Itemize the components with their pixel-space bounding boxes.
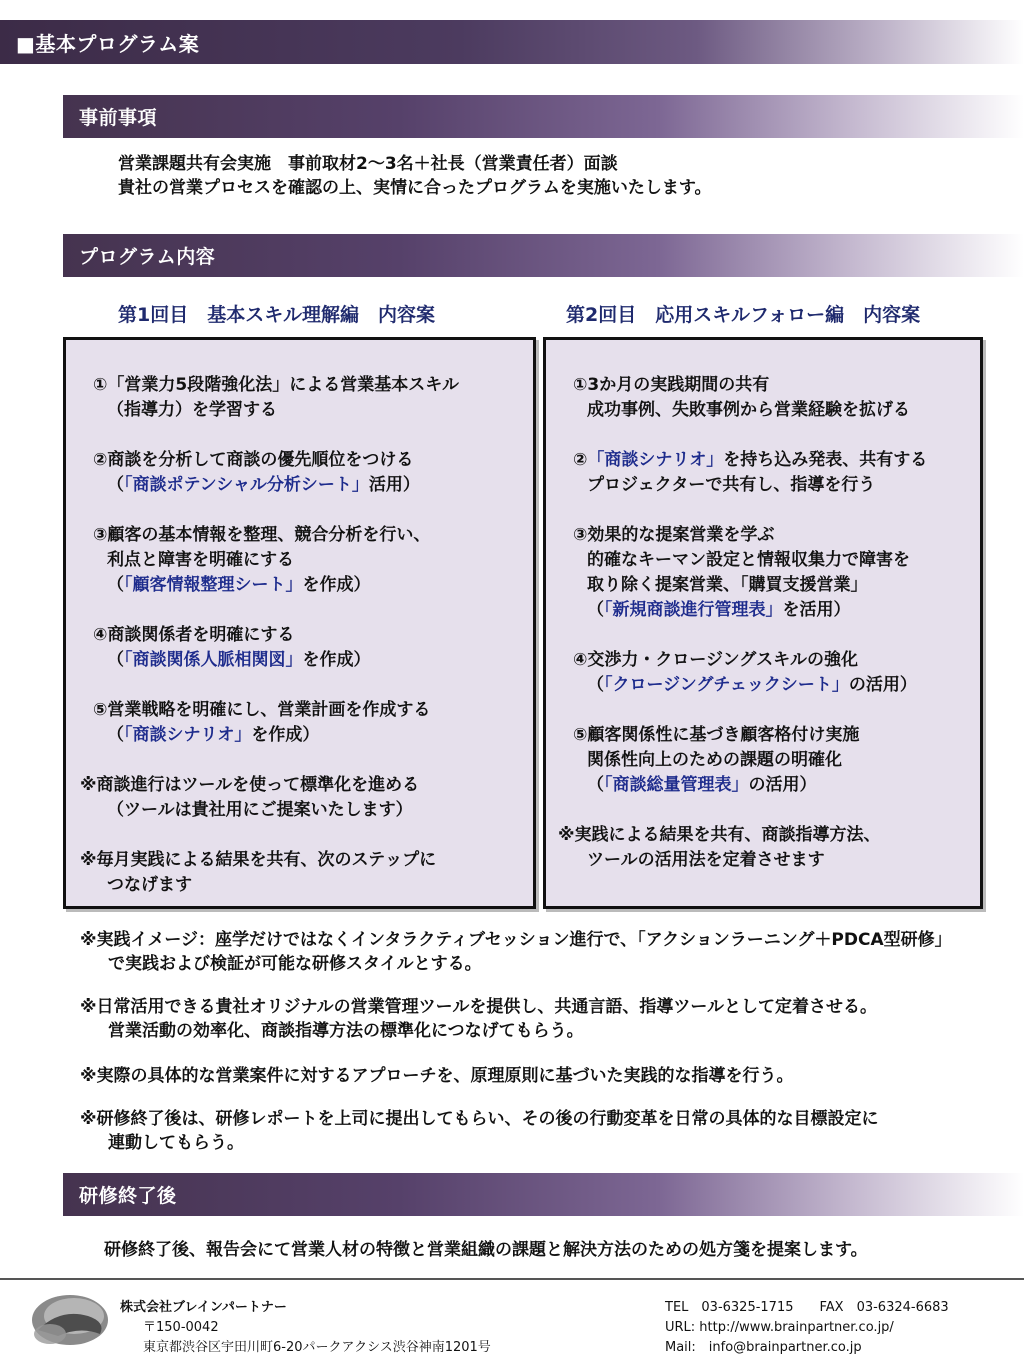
- col1-note1-line2: （ツールは貴社用にご提案いたします）: [107, 800, 413, 820]
- section-pre-heading-band: [63, 95, 1024, 138]
- col1-item3-line3: （「顧客情報整理シート」を作成）: [107, 575, 371, 595]
- col2-item3-line4: （「新規商談進行管理表」を活用）: [587, 600, 851, 620]
- tool-name: 「商談シナリオ」: [124, 725, 252, 745]
- section-heading: 事前事項: [79, 107, 158, 129]
- tool-name: 「顧客情報整理シート」: [124, 575, 303, 595]
- col2-item5-line2: 関係性向上のための課題の明確化: [587, 750, 842, 770]
- footer-tel-fax: TEL 03-6325-1715 FAX 03-6324-6683: [665, 1300, 949, 1315]
- col1-note2-line1: ※毎月実践による結果を共有、次のステップに: [80, 850, 437, 870]
- col1-note1-line1: ※商談進行はツールを使って標準化を進める: [80, 775, 420, 795]
- col2-item2-line1: ②「商談シナリオ」を持ち込み発表、共有する: [573, 450, 928, 470]
- footer-address: 東京都渋谷区宇田川町6-20パークアクシス渋谷神南1201号: [143, 1340, 491, 1355]
- col1-item4-line2: （「商談関係人脈相関図」を作成）: [107, 650, 371, 670]
- col1-box: [63, 337, 536, 909]
- note4-line1: ※研修終了後は、研修レポートを上司に提出してもらい、その後の行動変革を日常の具体的な目標設定に: [80, 1109, 879, 1129]
- col2-item1-line1: ①3か月の実践期間の共有: [573, 375, 770, 395]
- col2-item5-line3: （「商談総量管理表」の活用）: [587, 775, 817, 795]
- note1-line1: ※実践イメージ：座学だけではなくインタラクティブセッション進行で、「アクションラーニング＋PDCA型研修」: [80, 930, 952, 950]
- col1-item2-line1: ②商談を分析して商談の優先順位をつける: [93, 450, 414, 470]
- col2-note-line1: ※実践による結果を共有、商談指導方法、: [558, 825, 881, 845]
- col1-item2-line2: （「商談ポテンシャル分析シート」活用）: [107, 475, 420, 495]
- col1-item5-line2: （「商談シナリオ」を作成）: [107, 725, 320, 745]
- col2-item5-line1: ⑤顧客関係性に基づき顧客格付け実施: [573, 725, 860, 745]
- company-logo: [30, 1290, 116, 1352]
- pre-line-1: 営業課題共有会実施 事前取材2～3名＋社長（営業責任者）面談: [118, 154, 618, 174]
- col2-item4-line2: （「クロージングチェックシート」の活用）: [587, 675, 917, 695]
- col1-title: 第1回目 基本スキル理解編 内容案: [118, 304, 436, 326]
- note2-line2: 営業活動の効率化、商談指導方法の標準化につなげてもらう。: [108, 1021, 584, 1041]
- page-title: ■基本プログラム案: [16, 31, 200, 56]
- col1-item4-line1: ④商談関係者を明確にする: [93, 625, 295, 645]
- footer-url[interactable]: URL: http://www.brainpartner.co.jp/: [665, 1320, 894, 1335]
- footer-company: 株式会社ブレインパートナー: [120, 1300, 287, 1315]
- note1-line2: で実践および検証が可能な研修スタイルとする。: [108, 954, 482, 974]
- note2-line1: ※日常活用できる貴社オリジナルの営業管理ツールを提供し、共通言語、指導ツールとして定着させる。: [80, 997, 877, 1017]
- note4-line2: 連動してもらう。: [108, 1133, 244, 1153]
- col2-item3-line1: ③効果的な提案営業を学ぶ: [573, 525, 775, 545]
- section-heading: 研修終了後: [79, 1185, 177, 1207]
- pre-line-2: 貴社の営業プロセスを確認の上、実情に合ったプログラムを実施いたします。: [118, 178, 712, 198]
- col2-item2-line2: プロジェクターで共有し、指導を行う: [587, 475, 876, 495]
- col2-item3-line3: 取り除く提案営業、「購買支援営業」: [587, 575, 868, 595]
- col1-item3-line1: ③顧客の基本情報を整理、競合分析を行い、: [93, 525, 431, 545]
- col2-item4-line1: ④交渉力・クロージングスキルの強化: [573, 650, 858, 670]
- tool-name: 「商談関係人脈相関図」: [124, 650, 303, 670]
- col1-item1-line1: ①「営業力5段階強化法」による営業基本スキル: [93, 375, 460, 395]
- after-line: 研修終了後、報告会にて営業人材の特徴と営業組織の課題と解決方法のための処方箋を提案します。: [104, 1240, 868, 1260]
- col2-note-line2: ツールの活用法を定着させます: [587, 850, 825, 870]
- col2-title: 第2回目 応用スキルフォロー編 内容案: [566, 304, 921, 326]
- col2-item1-line2: 成功事例、失敗事例から営業経験を拡げる: [587, 400, 910, 420]
- col2-box: [543, 337, 983, 909]
- col1-item5-line1: ⑤営業戦略を明確にし、営業計画を作成する: [93, 700, 431, 720]
- col1-note2-line2: つなげます: [107, 875, 192, 895]
- tool-name: 「新規商談進行管理表」: [604, 600, 783, 620]
- col1-item1-line2: （指導力）を学習する: [107, 400, 277, 420]
- col2-item3-line2: 的確なキーマン設定と情報収集力で障害を: [587, 550, 910, 570]
- page-header: [0, 20, 1024, 64]
- note3-line1: ※実際の具体的な営業案件に対するアプローチを、原理原則に基づいた実践的な指導を行う。: [80, 1066, 794, 1086]
- col1-item3-line2: 利点と障害を明確にする: [107, 550, 294, 570]
- section-after-heading-band: [63, 1173, 1024, 1216]
- tool-name: 「商談総量管理表」: [604, 775, 749, 795]
- tool-name: 「商談ポテンシャル分析シート」: [124, 475, 369, 495]
- tool-name: 「クロージングチェックシート」: [604, 675, 849, 695]
- section-program-heading-band: [63, 234, 1024, 277]
- tool-name: 「商談シナリオ」: [587, 450, 724, 470]
- footer-divider: [0, 1278, 1024, 1280]
- footer-mail[interactable]: Mail: info@brainpartner.co.jp: [665, 1340, 862, 1355]
- footer-postal: 〒150-0042: [143, 1320, 219, 1335]
- section-heading: プログラム内容: [79, 246, 216, 268]
